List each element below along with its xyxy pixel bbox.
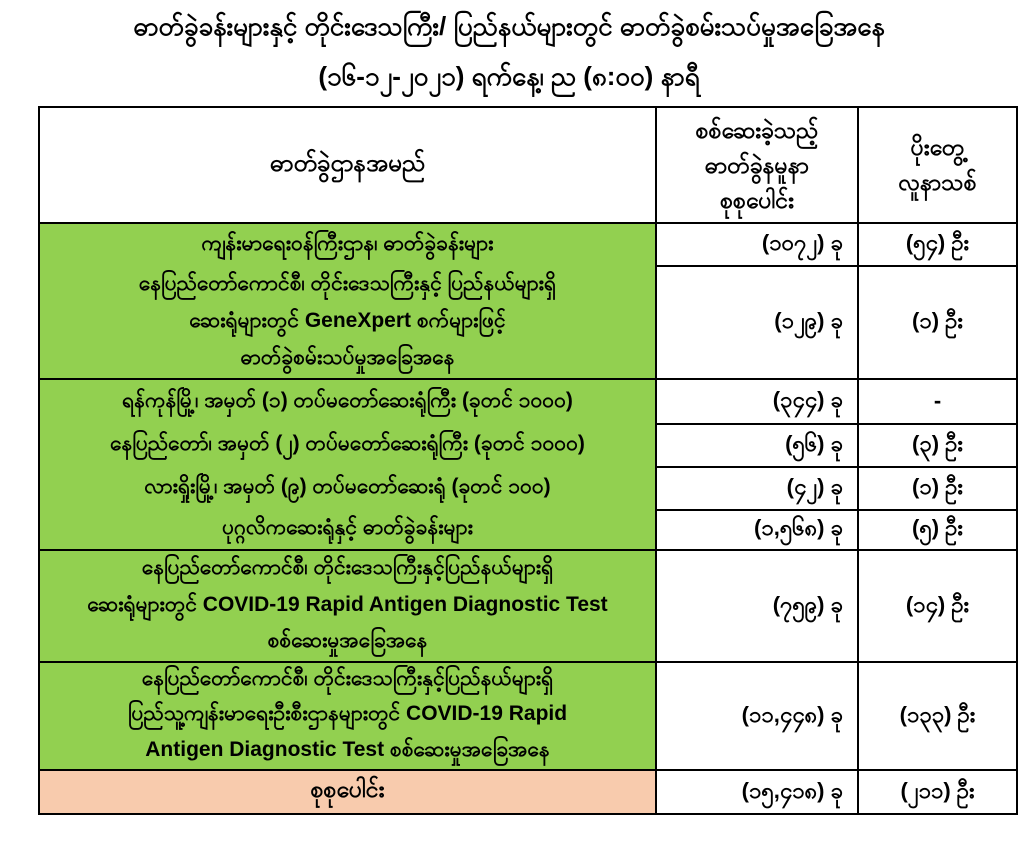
samples-cell: (၅၆) ခု xyxy=(656,424,858,468)
lab-name-line: Antigen Diagnostic Test စစ်ဆေးမှုအခြေအနေ xyxy=(145,737,550,761)
positives-cell: (၁) ဦး xyxy=(858,467,1017,509)
samples-cell: (၃၄၄) ခု xyxy=(656,379,858,424)
samples-cell: (၁,၅၆၈) ခု xyxy=(656,510,858,551)
lab-name-line: နေပြည်တော်ကောင်စီ၊ တိုင်းဒေသကြီးနှင့်ပြည်နယ်များရှိ xyxy=(141,555,554,579)
lab-name-lines xyxy=(40,663,655,769)
report-title-line2: (၁၆-၁၂-၂၀၂၁) ရက်နေ့၊ ည (၈:၀၀) နာရီ xyxy=(318,61,700,91)
positives-cell: - xyxy=(858,379,1017,424)
header-cell-positives xyxy=(858,107,1017,223)
lab-name-line: ရန်ကုန်မြို့၊ အမှတ် (၁) တပ်မတော်ဆေးရုံကြီး (ခုတင် ၁၀၀၀) xyxy=(122,388,573,412)
samples-cell: (၁၂၉) ခု xyxy=(656,266,858,379)
positives-cell: (၁၃၃) ဦး xyxy=(858,662,1017,770)
lab-name-line: ဆေးရုံများတွင် GeneXpert စက်များဖြင့် xyxy=(189,308,506,332)
table-row xyxy=(39,662,1017,770)
lab-name-cell-rdt-public-health xyxy=(39,662,656,770)
samples-cell: (၇၅၉) ခု xyxy=(656,550,858,662)
lab-name-line: ပြည်သူ့ကျန်းမာရေးဦးစီးဌာနများတွင် COVID-19 Rapid xyxy=(127,702,568,726)
report-title-block xyxy=(0,0,1018,92)
header-samples-line: စုစုပေါင်း xyxy=(719,186,795,213)
samples-cell: (၄၂) ခု xyxy=(656,467,858,509)
lab-name-line: လားရှိုးမြို့၊ အမှတ် (၉) တပ်မတော်ဆေးရုံ (ခုတင် ၁၀၀) xyxy=(144,474,551,498)
table-row xyxy=(39,550,1017,662)
samples-cell: (၁၀၇၂) ခု xyxy=(656,223,858,266)
testing-summary-table xyxy=(38,106,1018,815)
lab-name-line: ဆေးရုံများတွင် COVID-19 Rapid Antigen Diagnostic Test xyxy=(87,592,608,616)
header-cell-samples xyxy=(656,107,858,223)
header-cell-lab-name: ဓာတ်ခွဲဌာနအမည် xyxy=(39,107,656,223)
report-title-line1: ဓာတ်ခွဲခန်းများနှင့် တိုင်းဒေသကြီး/ ပြည်နယ်များတွင် ဓာတ်ခွဲစမ်းသပ်မှုအခြေအနေ xyxy=(133,11,885,41)
lab-name-lines xyxy=(40,551,655,661)
header-samples-line: စစ်ဆေးခဲ့သည့် xyxy=(695,116,819,143)
samples-cell: (၁၁,၄၄၈) ခု xyxy=(656,662,858,770)
table-row xyxy=(39,223,1017,266)
total-row xyxy=(39,770,1017,814)
lab-name-cell-rdt-hospitals xyxy=(39,550,656,662)
lab-name-line: ဓာတ်ခွဲစမ်းသပ်မှုအခြေအနေ xyxy=(240,345,455,369)
lab-name-lines xyxy=(40,266,655,378)
positives-cell: (၁) ဦး xyxy=(858,266,1017,379)
lab-name-line: ကျန်းမာရေးဝန်ကြီးဌာန၊ ဓာတ်ခွဲခန်းများ xyxy=(201,231,494,255)
positives-cell: (၃) ဦး xyxy=(858,424,1017,468)
table-row xyxy=(39,379,1017,424)
positives-cell: (၅၄) ဦး xyxy=(858,223,1017,266)
total-positives-cell: (၂၁၁) ဦး xyxy=(858,770,1017,814)
header-samples-line: ဓာတ်ခွဲနမူနာ xyxy=(704,151,810,178)
lab-name-line: ပုဂ္ဂလိကဆေးရုံနှင့် ဓာတ်ခွဲခန်းများ xyxy=(222,515,473,539)
lab-name-cell-hospitals-private xyxy=(39,379,656,550)
lab-name-line: စစ်ဆေးမှုအခြေအနေ xyxy=(267,629,428,653)
lab-name-cell-moh-genexpert xyxy=(39,223,656,379)
lab-name-line: နေပြည်တော်ကောင်စီ၊ တိုင်းဒေသကြီးနှင့်ပြည်နယ်များရှိ xyxy=(141,667,554,691)
total-label-cell: စုစုပေါင်း xyxy=(39,770,656,814)
positives-cell: (၁၄) ဦး xyxy=(858,550,1017,662)
lab-name-line: နေပြည်တော်ကောင်စီ၊ တိုင်းဒေသကြီးနှင့် ပြည်နယ်များရှိ xyxy=(138,271,557,295)
header-positives-line: လူနာသစ် xyxy=(898,169,977,195)
positives-cell: (၅) ဦး xyxy=(858,510,1017,551)
total-samples-cell: (၁၅,၄၁၈) ခု xyxy=(656,770,858,814)
header-row xyxy=(39,107,1017,223)
header-positives-line: ပိုးတွေ့ xyxy=(910,134,965,160)
lab-name-line: နေပြည်တော်၊ အမှတ် (၂) တပ်မတော်ဆေးရုံကြီး (ခုတင် ၁၀၀၀) xyxy=(110,432,585,455)
